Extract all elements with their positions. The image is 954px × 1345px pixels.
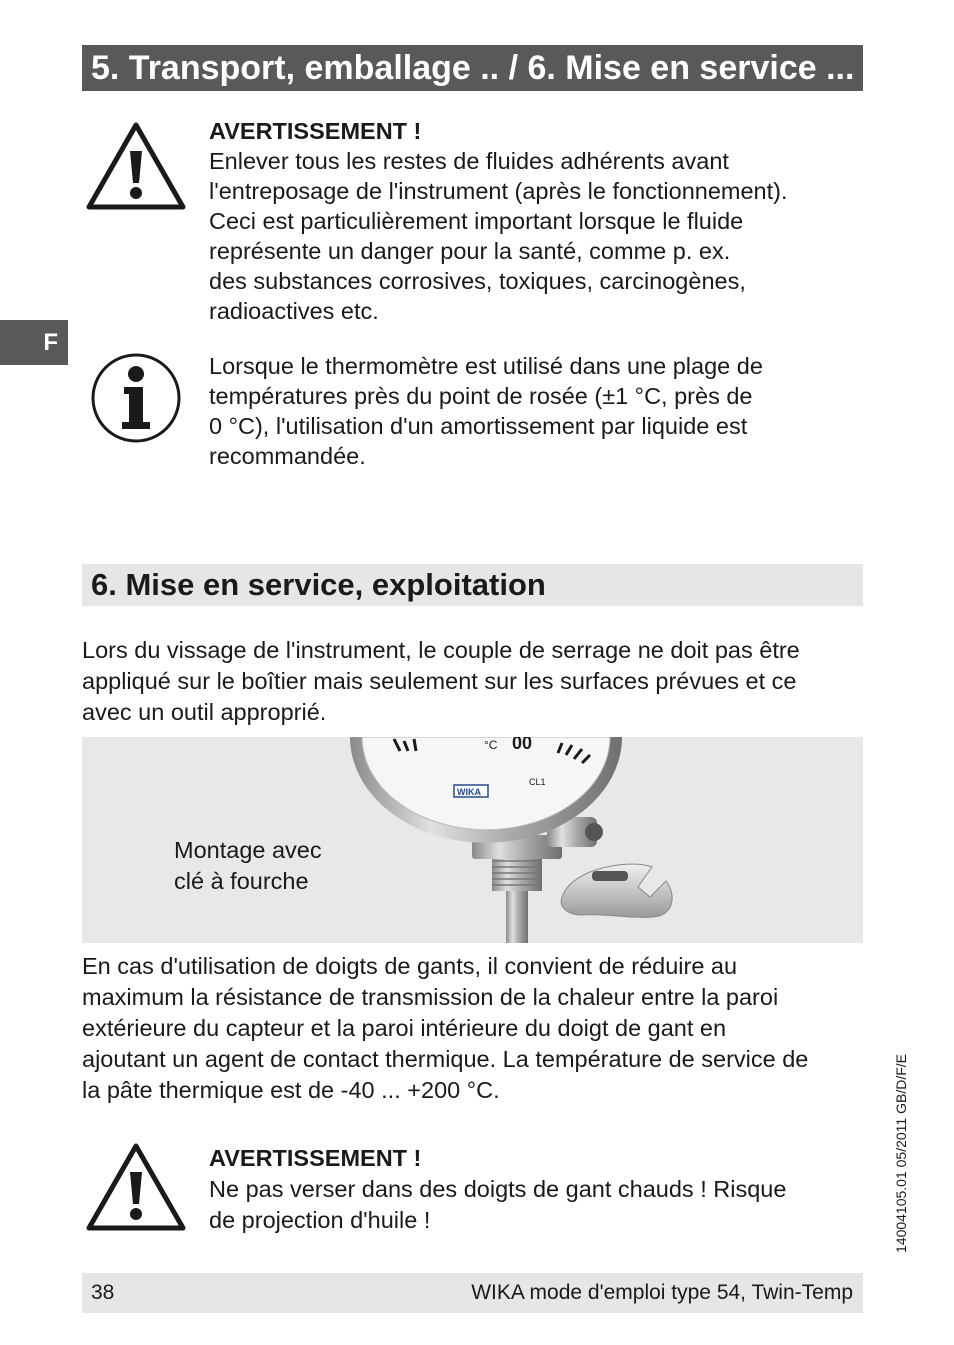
paragraph-thermowell <box>82 951 872 1106</box>
paragraph-line: appliqué sur le boîtier mais seulement sur les surfaces prévues et ce <box>82 668 797 694</box>
dial-unit: °C <box>484 738 498 752</box>
info-line: températures près du point de rosée (±1 °C, près de <box>209 383 753 409</box>
paragraph-line: En cas d'utilisation de doigts de gants, il convient de réduire au <box>82 953 738 979</box>
warning-title: AVERTISSEMENT ! <box>209 118 422 144</box>
info-line: Lorsque le thermomètre est utilisé dans une plage de <box>209 353 763 379</box>
warning-line: Ceci est particulièrement important lorsque le fluide <box>209 208 744 234</box>
dial-brand: WIKA <box>457 787 481 797</box>
info-block <box>209 351 859 471</box>
dial-class: CL1 <box>529 777 546 787</box>
warning-line: radioactives etc. <box>209 298 379 324</box>
warning-line: Ne pas verser dans des doigts de gant chauds ! Risque <box>209 1176 787 1202</box>
language-tab: F <box>0 320 68 365</box>
paragraph-line: Lors du vissage de l'instrument, le couple de serrage ne doit pas être <box>82 637 800 663</box>
paragraph-mounting <box>82 635 872 728</box>
page-header: 5. Transport, emballage .. / 6. Mise en service ... <box>82 45 863 91</box>
info-line: recommandée. <box>209 443 366 469</box>
warning-line: représente un danger pour la santé, comme p. ex. <box>209 238 731 264</box>
paragraph-line: avec un outil approprié. <box>82 699 327 725</box>
document-code: 14004105.01 05/2011 GB/D/F/E <box>893 1054 909 1253</box>
svg-text:00: 00 <box>512 737 533 753</box>
caption-line: Montage avec <box>174 837 322 863</box>
warning-block-1 <box>209 116 859 326</box>
warning-line: des substances corrosives, toxiques, carcinogènes, <box>209 268 746 294</box>
warning-line: l'entreposage de l'instrument (après le fonctionnement). <box>209 178 788 204</box>
warning-triangle-icon <box>85 121 187 211</box>
section-title: 6. Mise en service, exploitation <box>82 564 863 606</box>
page-number: 38 <box>91 1281 115 1304</box>
warning-title: AVERTISSEMENT ! <box>209 1145 422 1171</box>
mounting-figure <box>82 737 863 943</box>
paragraph-line: la pâte thermique est de -40 ... +200 °C. <box>82 1077 500 1103</box>
warning-block-2 <box>209 1143 859 1236</box>
info-line: 0 °C), l'utilisation d'un amortissement par liquide est <box>209 413 748 439</box>
thermometer-photo <box>332 737 792 943</box>
paragraph-line: ajoutant un agent de contact thermique. La température de service de <box>82 1046 809 1072</box>
figure-caption <box>174 835 322 897</box>
paragraph-line: maximum la résistance de transmission de la chaleur entre la paroi <box>82 984 779 1010</box>
warning-triangle-icon <box>85 1142 187 1232</box>
footer-doc-title: WIKA mode d'emploi type 54, Twin-Temp <box>471 1281 853 1304</box>
warning-line: Enlever tous les restes de fluides adhérents avant <box>209 148 729 174</box>
warning-line: de projection d'huile ! <box>209 1207 431 1233</box>
page-footer <box>82 1273 863 1313</box>
paragraph-line: extérieure du capteur et la paroi intérieure du doigt de gant en <box>82 1015 727 1041</box>
caption-line: clé à fourche <box>174 868 309 894</box>
info-icon <box>90 352 182 444</box>
